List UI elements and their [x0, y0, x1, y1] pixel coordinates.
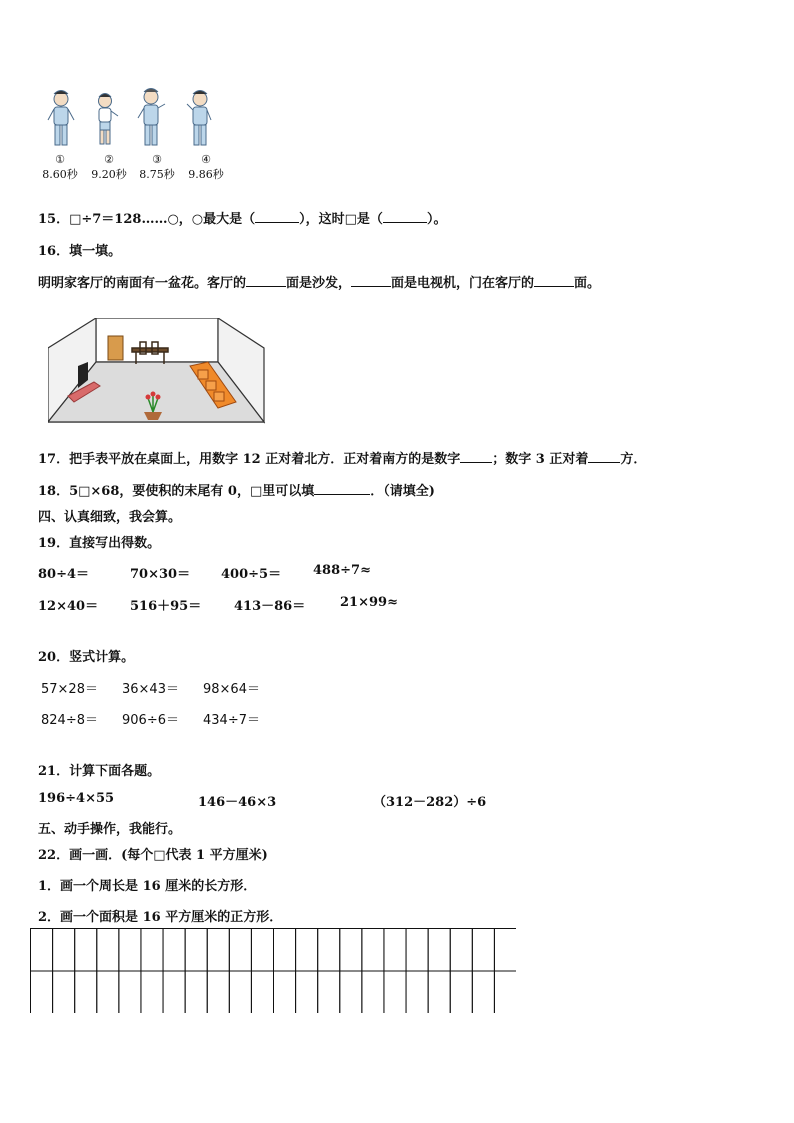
- runner-3-caption: [132, 153, 182, 182]
- q20-r1-c1: 57×28＝: [41, 682, 98, 697]
- grid-cell[interactable]: [472, 971, 494, 1013]
- square-grid[interactable]: [30, 928, 516, 1013]
- q16-text-a: 明明家客厅的南面有一盆花。客厅的: [38, 276, 247, 291]
- grid-cell[interactable]: [251, 971, 273, 1013]
- q19-r1-c3: 400÷5＝: [221, 567, 282, 582]
- q18-text-b: ．（请填全): [370, 484, 435, 499]
- grid-cell[interactable]: [141, 929, 163, 972]
- question-16-text: [38, 272, 600, 291]
- grid-cell[interactable]: [251, 929, 273, 972]
- q21-item-1: 196÷4×55: [38, 791, 115, 806]
- grid-cell[interactable]: [428, 929, 450, 972]
- runner-4-figure: [187, 91, 211, 146]
- question-17: [38, 448, 646, 467]
- question-18: [38, 480, 435, 499]
- section-5-heading: 五、动手操作，我能行。: [38, 822, 182, 837]
- question-19-title: 19．直接写出得数。: [38, 536, 161, 551]
- q16-blank-2[interactable]: [351, 274, 391, 287]
- q16-text-c: 面是电视机，门在客厅的: [391, 276, 535, 291]
- q17-text-a: 17．把手表平放在桌面上，用数字 12 正对着北方．正对着南方的是数字: [38, 452, 461, 467]
- runner-4-number: ④: [201, 153, 211, 166]
- runner-figures-image: [38, 84, 238, 156]
- q19-r1-c2: 70×30＝: [130, 567, 191, 582]
- door-icon: [108, 336, 123, 360]
- grid-cell[interactable]: [75, 971, 97, 1013]
- q20-r1-c2: 36×43＝: [122, 682, 179, 697]
- grid-cell[interactable]: [428, 971, 450, 1013]
- grid-cell[interactable]: [185, 929, 207, 972]
- grid-cell[interactable]: [119, 929, 141, 972]
- section-4-heading: 四、认真细致，我会算。: [38, 510, 182, 525]
- grid-cell[interactable]: [229, 971, 251, 1013]
- q18-blank[interactable]: [314, 482, 370, 495]
- runner-3-figure: [138, 89, 165, 146]
- runner-2-figure: [99, 94, 119, 145]
- runner-2-number: ②: [104, 153, 114, 166]
- grid-cell[interactable]: [141, 971, 163, 1013]
- grid-cell[interactable]: [384, 971, 406, 1013]
- runner-1-time: 8.60秒: [42, 168, 78, 181]
- q17-blank-1[interactable]: [460, 450, 492, 463]
- grid-cell[interactable]: [31, 929, 53, 972]
- q15-blank-1[interactable]: [255, 210, 299, 223]
- grid-cell[interactable]: [119, 971, 141, 1013]
- q17-text-c: 方．: [620, 452, 647, 467]
- q20-r2-c2: 906÷6＝: [122, 713, 179, 728]
- runner-1-number: ①: [55, 153, 65, 166]
- grid-cell[interactable]: [31, 971, 53, 1013]
- grid-cell[interactable]: [450, 971, 472, 1013]
- grid-cell[interactable]: [207, 971, 229, 1013]
- grid-cell[interactable]: [229, 929, 251, 972]
- runner-1-figure: [48, 91, 74, 146]
- grid-cell[interactable]: [163, 971, 185, 1013]
- q16-text-d: 面。: [574, 276, 601, 291]
- grid-cell[interactable]: [406, 929, 428, 972]
- grid-cell[interactable]: [450, 929, 472, 972]
- grid-cell[interactable]: [53, 929, 75, 972]
- grid-cell[interactable]: [384, 929, 406, 972]
- grid-cell[interactable]: [494, 929, 516, 972]
- runner-3-number: ③: [152, 153, 162, 166]
- question-20-title: 20．竖式计算。: [38, 650, 135, 665]
- q16-blank-1[interactable]: [246, 274, 286, 287]
- runner-4-time: 9.86秒: [188, 168, 224, 181]
- q20-r2-c3: 434÷7＝: [203, 713, 260, 728]
- q15-blank-2[interactable]: [383, 210, 427, 223]
- grid-cell[interactable]: [97, 929, 119, 972]
- grid-cell[interactable]: [296, 971, 318, 1013]
- question-15: [38, 208, 446, 227]
- q17-text-b: ；数字 3 正对着: [492, 452, 589, 467]
- grid-cell[interactable]: [406, 971, 428, 1013]
- living-room-image: [48, 318, 266, 424]
- question-21-title: 21．计算下面各题。: [38, 764, 161, 779]
- q19-r2-c3: 413－86＝: [234, 599, 306, 614]
- grid-cell[interactable]: [472, 929, 494, 972]
- q19-r1-c1: 80÷4＝: [38, 567, 90, 582]
- grid-cell[interactable]: [340, 971, 362, 1013]
- grid-cell[interactable]: [340, 929, 362, 972]
- q20-r2-c1: 824÷8＝: [41, 713, 98, 728]
- grid-cell[interactable]: [274, 929, 296, 972]
- grid-cell[interactable]: [163, 929, 185, 972]
- grid-cell[interactable]: [185, 971, 207, 1013]
- q19-r2-c2: 516＋95＝: [130, 599, 202, 614]
- q16-blank-3[interactable]: [534, 274, 574, 287]
- grid-cell[interactable]: [318, 971, 340, 1013]
- grid-cell[interactable]: [75, 929, 97, 972]
- question-22-title: 22．画一画．(每个□代表 1 平方厘米): [38, 848, 268, 863]
- question-16-title: 16．填一填。: [38, 244, 122, 259]
- q21-item-3: （312－282）÷6: [373, 795, 487, 810]
- q15-text-a: 15．□÷7＝128……○，○最大是（: [38, 212, 256, 227]
- q21-item-2: 146－46×3: [198, 795, 277, 810]
- q15-text-c: ）。: [426, 212, 447, 227]
- grid-cell[interactable]: [362, 971, 384, 1013]
- grid-cell[interactable]: [53, 971, 75, 1013]
- runner-4-caption: [181, 153, 231, 182]
- q22-item-1: 1．画一个周长是 16 厘米的长方形．: [38, 879, 257, 894]
- grid-cell[interactable]: [362, 929, 384, 972]
- grid-cell[interactable]: [318, 929, 340, 972]
- grid-cell[interactable]: [494, 971, 516, 1013]
- grid-cell[interactable]: [296, 929, 318, 972]
- q20-r1-c3: 98×64＝: [203, 682, 260, 697]
- q18-text-a: 18．5□×68，要使积的末尾有 0，□里可以填: [38, 484, 315, 499]
- q17-blank-2[interactable]: [588, 450, 620, 463]
- q19-r2-c1: 12×40＝: [38, 599, 99, 614]
- runner-3-time: 8.75秒: [139, 168, 175, 181]
- runner-2-caption: [84, 153, 134, 182]
- q19-r1-c4: 488÷7≈: [313, 563, 371, 578]
- q15-text-b: ），这时□是（: [299, 212, 383, 227]
- grid-cell[interactable]: [97, 971, 119, 1013]
- q22-item-2: 2．画一个面积是 16 平方厘米的正方形．: [38, 910, 283, 925]
- q16-text-b: 面是沙发，: [286, 276, 352, 291]
- runner-1-caption: [35, 153, 85, 182]
- grid-cell[interactable]: [207, 929, 229, 972]
- q19-r2-c4: 21×99≈: [340, 595, 398, 610]
- runner-2-time: 9.20秒: [91, 168, 127, 181]
- grid-cell[interactable]: [274, 971, 296, 1013]
